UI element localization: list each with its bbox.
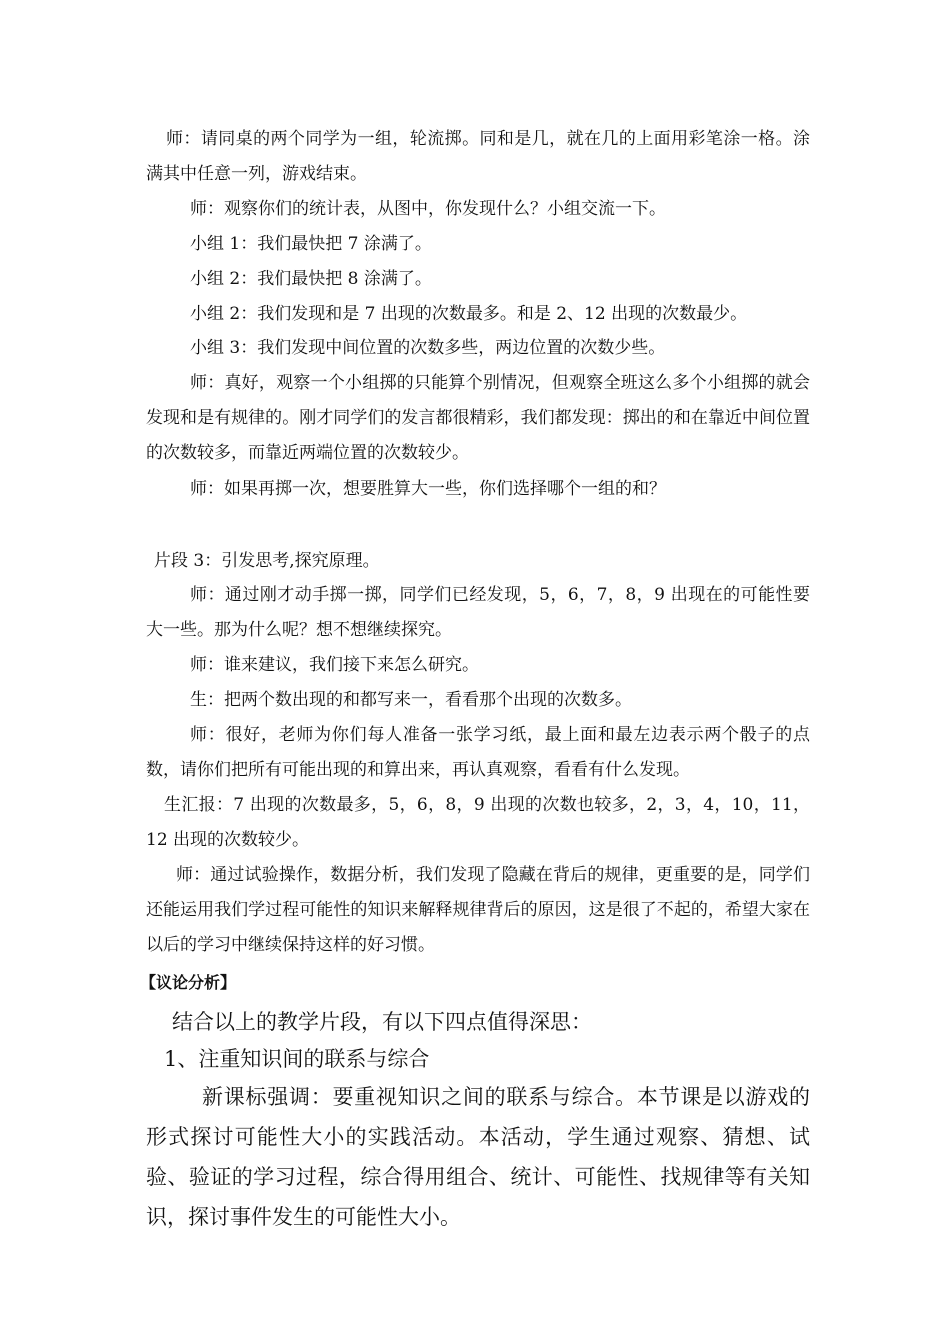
paragraph-group2-b: 小组 2：我们发现和是 7 出现的次数最多。和是 2、12 出现的次数最少。 [190,304,748,324]
paragraph-teacher-explore: 师：通过刚才动手掷一掷，同学们已经发现，5，6，7，8，9 出现在的可能性要大一些。那为什么呢？想不想继续探究。 [146,585,810,640]
paragraph-group1: 小组 1：我们最快把 7 涂满了。 [190,234,432,254]
analysis-point-1-title: 1、注重知识间的联系与综合 [164,1047,430,1071]
analysis-point-1-body: 新课标强调：要重视知识之间的联系与综合。本节课是以游戏的形式探讨可能性大小的实践活动。本活动，学生通过观察、猜想、试验、验证的学习过程，综合得用组合、统计、可能性、找规律等有关知识，探讨事件发生的可能性大小。 [146,1085,810,1229]
segment-3-title: 片段 3：引发思考,探究原理。 [154,551,380,571]
paragraph-group2-a: 小组 2：我们最快把 8 涂满了。 [190,269,432,289]
analysis-intro: 结合以上的教学片段，有以下四点值得深思： [172,1010,592,1034]
paragraph-teacher-summary: 师：真好，观察一个小组掷的只能算个别情况，但观察全班这么多个小组掷的就会发现和是有规律的。刚才同学们的发言都很精彩，我们都发现：掷出的和在靠近中间位置的次数较多，而靠近两端位置的次数较少。 [146,373,810,463]
paragraph-teacher-suggest: 师：谁来建议，我们接下来怎么研究。 [190,655,479,675]
paragraph-student-report: 生汇报：7 出现的次数最多，5，6，8，9 出现的次数也较多，2，3，4，10，11，12 出现的次数较少。 [146,795,810,850]
paragraph-group3: 小组 3：我们发现中间位置的次数多些，两边位置的次数少些。 [190,338,666,358]
paragraph-student-suggest: 生：把两个数出现的和都写来一，看看那个出现的次数多。 [190,690,632,710]
paragraph-teacher-worksheet: 师：很好，老师为你们每人准备一张学习纸，最上面和最左边表示两个骰子的点数，请你们把所有可能出现的和算出来，再认真观察，看看有什么发现。 [146,725,810,780]
paragraph-teacher-instructions: 师：请同桌的两个同学为一组，轮流掷。同和是几，就在几的上面用彩笔涂一格。涂满其中任意一列，游戏结束。 [146,129,810,184]
section-heading: 【议论分析】 [140,973,237,992]
paragraph-teacher-observe: 师：观察你们的统计表，从图中，你发现什么？小组交流一下。 [190,199,666,219]
paragraph-teacher-question: 师：如果再掷一次，想要胜算大一些，你们选择哪个一组的和？ [190,479,666,499]
paragraph-teacher-conclusion: 师：通过试验操作，数据分析，我们发现了隐藏在背后的规律，更重要的是，同学们还能运用我们学过程可能性的知识来解释规律背后的原因，这是很了不起的，希望大家在以后的学习中继续保持这样的好习惯。 [146,865,810,955]
